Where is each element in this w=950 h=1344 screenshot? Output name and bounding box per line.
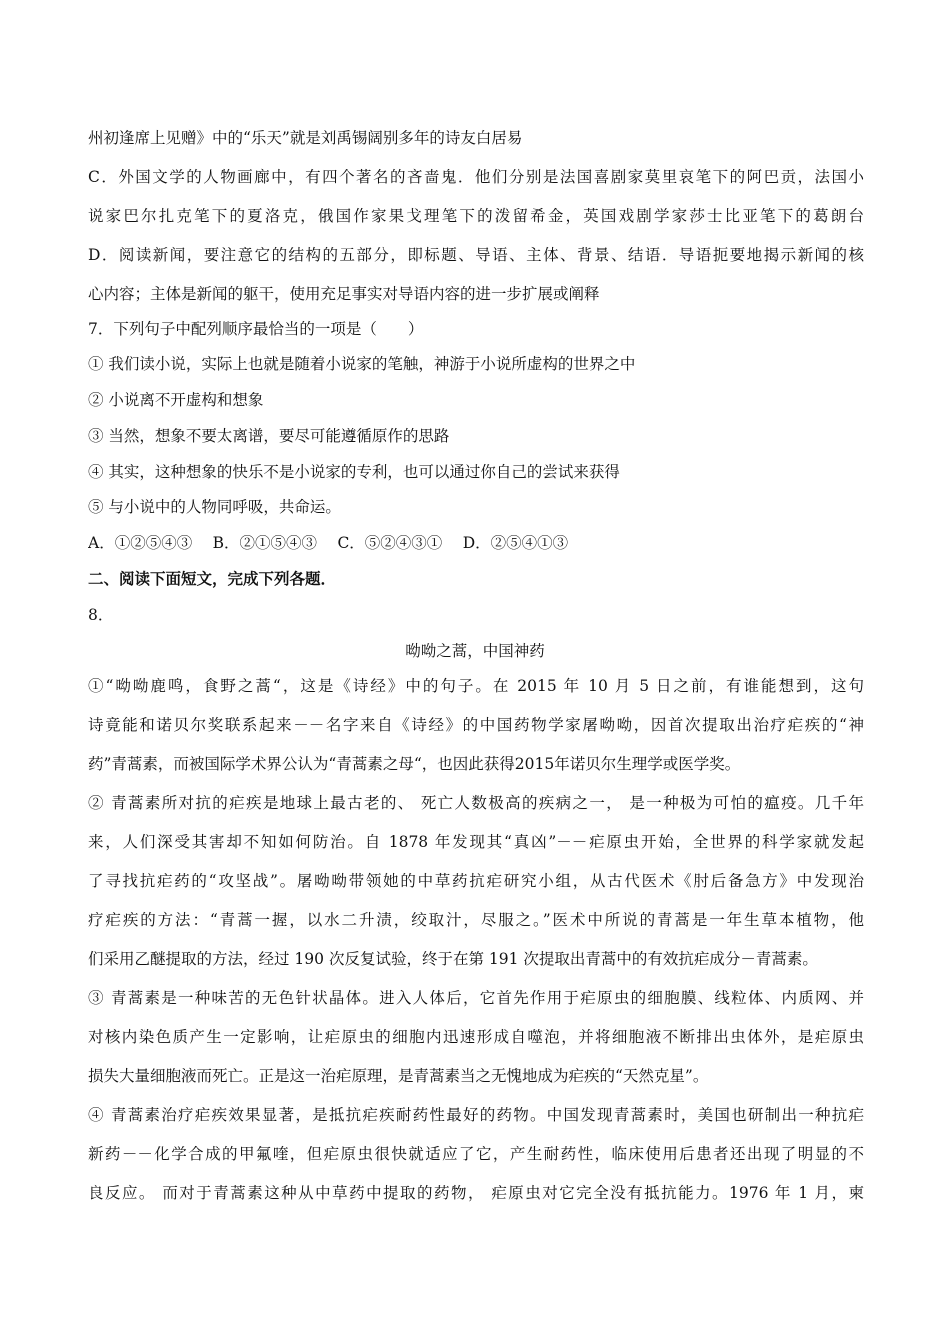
- paragraph-4-line-2: 新药－－化学合成的甲氟喹，但疟原虫很快就适应了它，产生耐药性，临床使用后患者还出现了明显的不: [88, 1145, 864, 1163]
- option-d-line-1: D．阅读新闻，要注意它的结构的五部分，即标题、导语、主体、背景、结语．导语扼要地揭示新闻的核: [88, 246, 864, 264]
- paragraph-1-line-3: 药”青蒿素，而被国际学术界公认为“青蒿素之母“，也因此获得2015年诺贝尔生理学或医学奖。: [88, 755, 741, 773]
- paragraph-2-line-3: 了寻找抗疟药的“攻坚战”。屠呦呦带领她的中草药抗疟研究小组，从古代医术《肘后备急方》中发现治: [88, 872, 864, 890]
- paragraph-4-line-3: 良反应。 而对于青蒿素这种从中草药中提取的药物， 疟原虫对它完全没有抵抗能力。1976 年 1 月，柬: [88, 1184, 864, 1202]
- section-heading: 二、阅读下面短文，完成下列各题．: [88, 569, 337, 588]
- paragraph-3-line-3: 损失大量细胞液而死亡。正是这一治疟原理，是青蒿素当之无愧地成为疟疾的“天然克星”。: [88, 1067, 709, 1085]
- paragraph-2-line-2: 来，人们深受其害却不知如何防治。自 1878 年发现其“真凶”－－疟原虫开始，全世界的科学家就发起: [88, 833, 864, 851]
- paragraph-4-line-1: ④ 青蒿素治疗疟疾效果显著，是抵抗疟疾耐药性最好的药物。中国发现青蒿素时，美国也研制出一种抗疟: [88, 1106, 864, 1124]
- sentence-2: ② 小说离不开虚构和想象: [88, 391, 264, 409]
- paragraph-2-line-1: ② 青蒿素所对抗的疟疾是地球上最古老的、 死亡人数极高的疾病之一， 是一种极为可怕的瘟疫。几千年: [88, 794, 864, 812]
- option-c-line-2: 说家巴尔扎克笔下的夏洛克，俄国作家果戈理笔下的泼留希金，英国戏剧学家莎士比亚笔下的葛朗台: [88, 207, 864, 225]
- paragraph-1-line-2: 诗竟能和诺贝尔奖联系起来－－名字来自《诗经》的中国药物学家屠呦呦，因首次提取出治疗疟疾的“神: [88, 716, 864, 734]
- text-line: 州初逢席上见赠》中的“乐天”就是刘禹锡阔别多年的诗友白居易: [88, 129, 523, 147]
- option-c-line-1: C．外国文学的人物画廊中，有四个著名的吝啬鬼．他们分别是法国喜剧家莫里哀笔下的阿巴贡，法国小: [88, 168, 864, 186]
- sentence-1: ① 我们读小说，实际上也就是随着小说家的笔触，神游于小说所虚构的世界之中: [88, 355, 636, 373]
- paragraph-3-line-1: ③ 青蒿素是一种味苦的无色针状晶体。进入人体后，它首先作用于疟原虫的细胞膜、线粒体、内质网、并: [88, 989, 864, 1007]
- sentence-5: ⑤ 与小说中的人物同呼吸，共命运。: [88, 498, 341, 516]
- option-d-line-2: 心内容；主体是新闻的躯干，使用充足事实对导语内容的进一步扩展或阐释: [88, 285, 600, 303]
- sentence-4: ④ 其实，这种想象的快乐不是小说家的专利，也可以通过你自己的尝试来获得: [88, 463, 620, 481]
- sentence-3: ③ 当然，想象不要太离谱，要尽可能遵循原作的思路: [88, 427, 450, 445]
- answer-options: A．①②⑤④③ B．②①⑤④③ C．⑤②④③① D．②⑤④①③: [88, 534, 569, 552]
- paragraph-1-line-1: ①“呦呦鹿鸣，食野之蒿“，这是《诗经》中的句子。在 2015 年 10 月 5 日之前，有谁能想到，这句: [88, 677, 864, 695]
- article-title: 呦呦之蒿，中国神药: [405, 642, 545, 660]
- question-7: 7．下列句子中配列顺序最恰当的一项是（ ）: [88, 320, 424, 338]
- paragraph-2-line-5: 们采用乙醚提取的方法，经过 190 次反复试验，终于在第 191 次提取出青蒿中的有效抗疟成分－青蒿素。: [88, 950, 818, 968]
- question-8: 8．: [88, 606, 114, 624]
- paragraph-3-line-2: 对核内染色质产生一定影响，让疟原虫的细胞内迅速形成自噬泡，并将细胞液不断排出虫体外，是疟原虫: [88, 1028, 864, 1046]
- paragraph-2-line-4: 疗疟疾的方法：“青蒿一握，以水二升渍，绞取汁，尽服之。”医术中所说的青蒿是一年生草本植物，他: [88, 911, 864, 929]
